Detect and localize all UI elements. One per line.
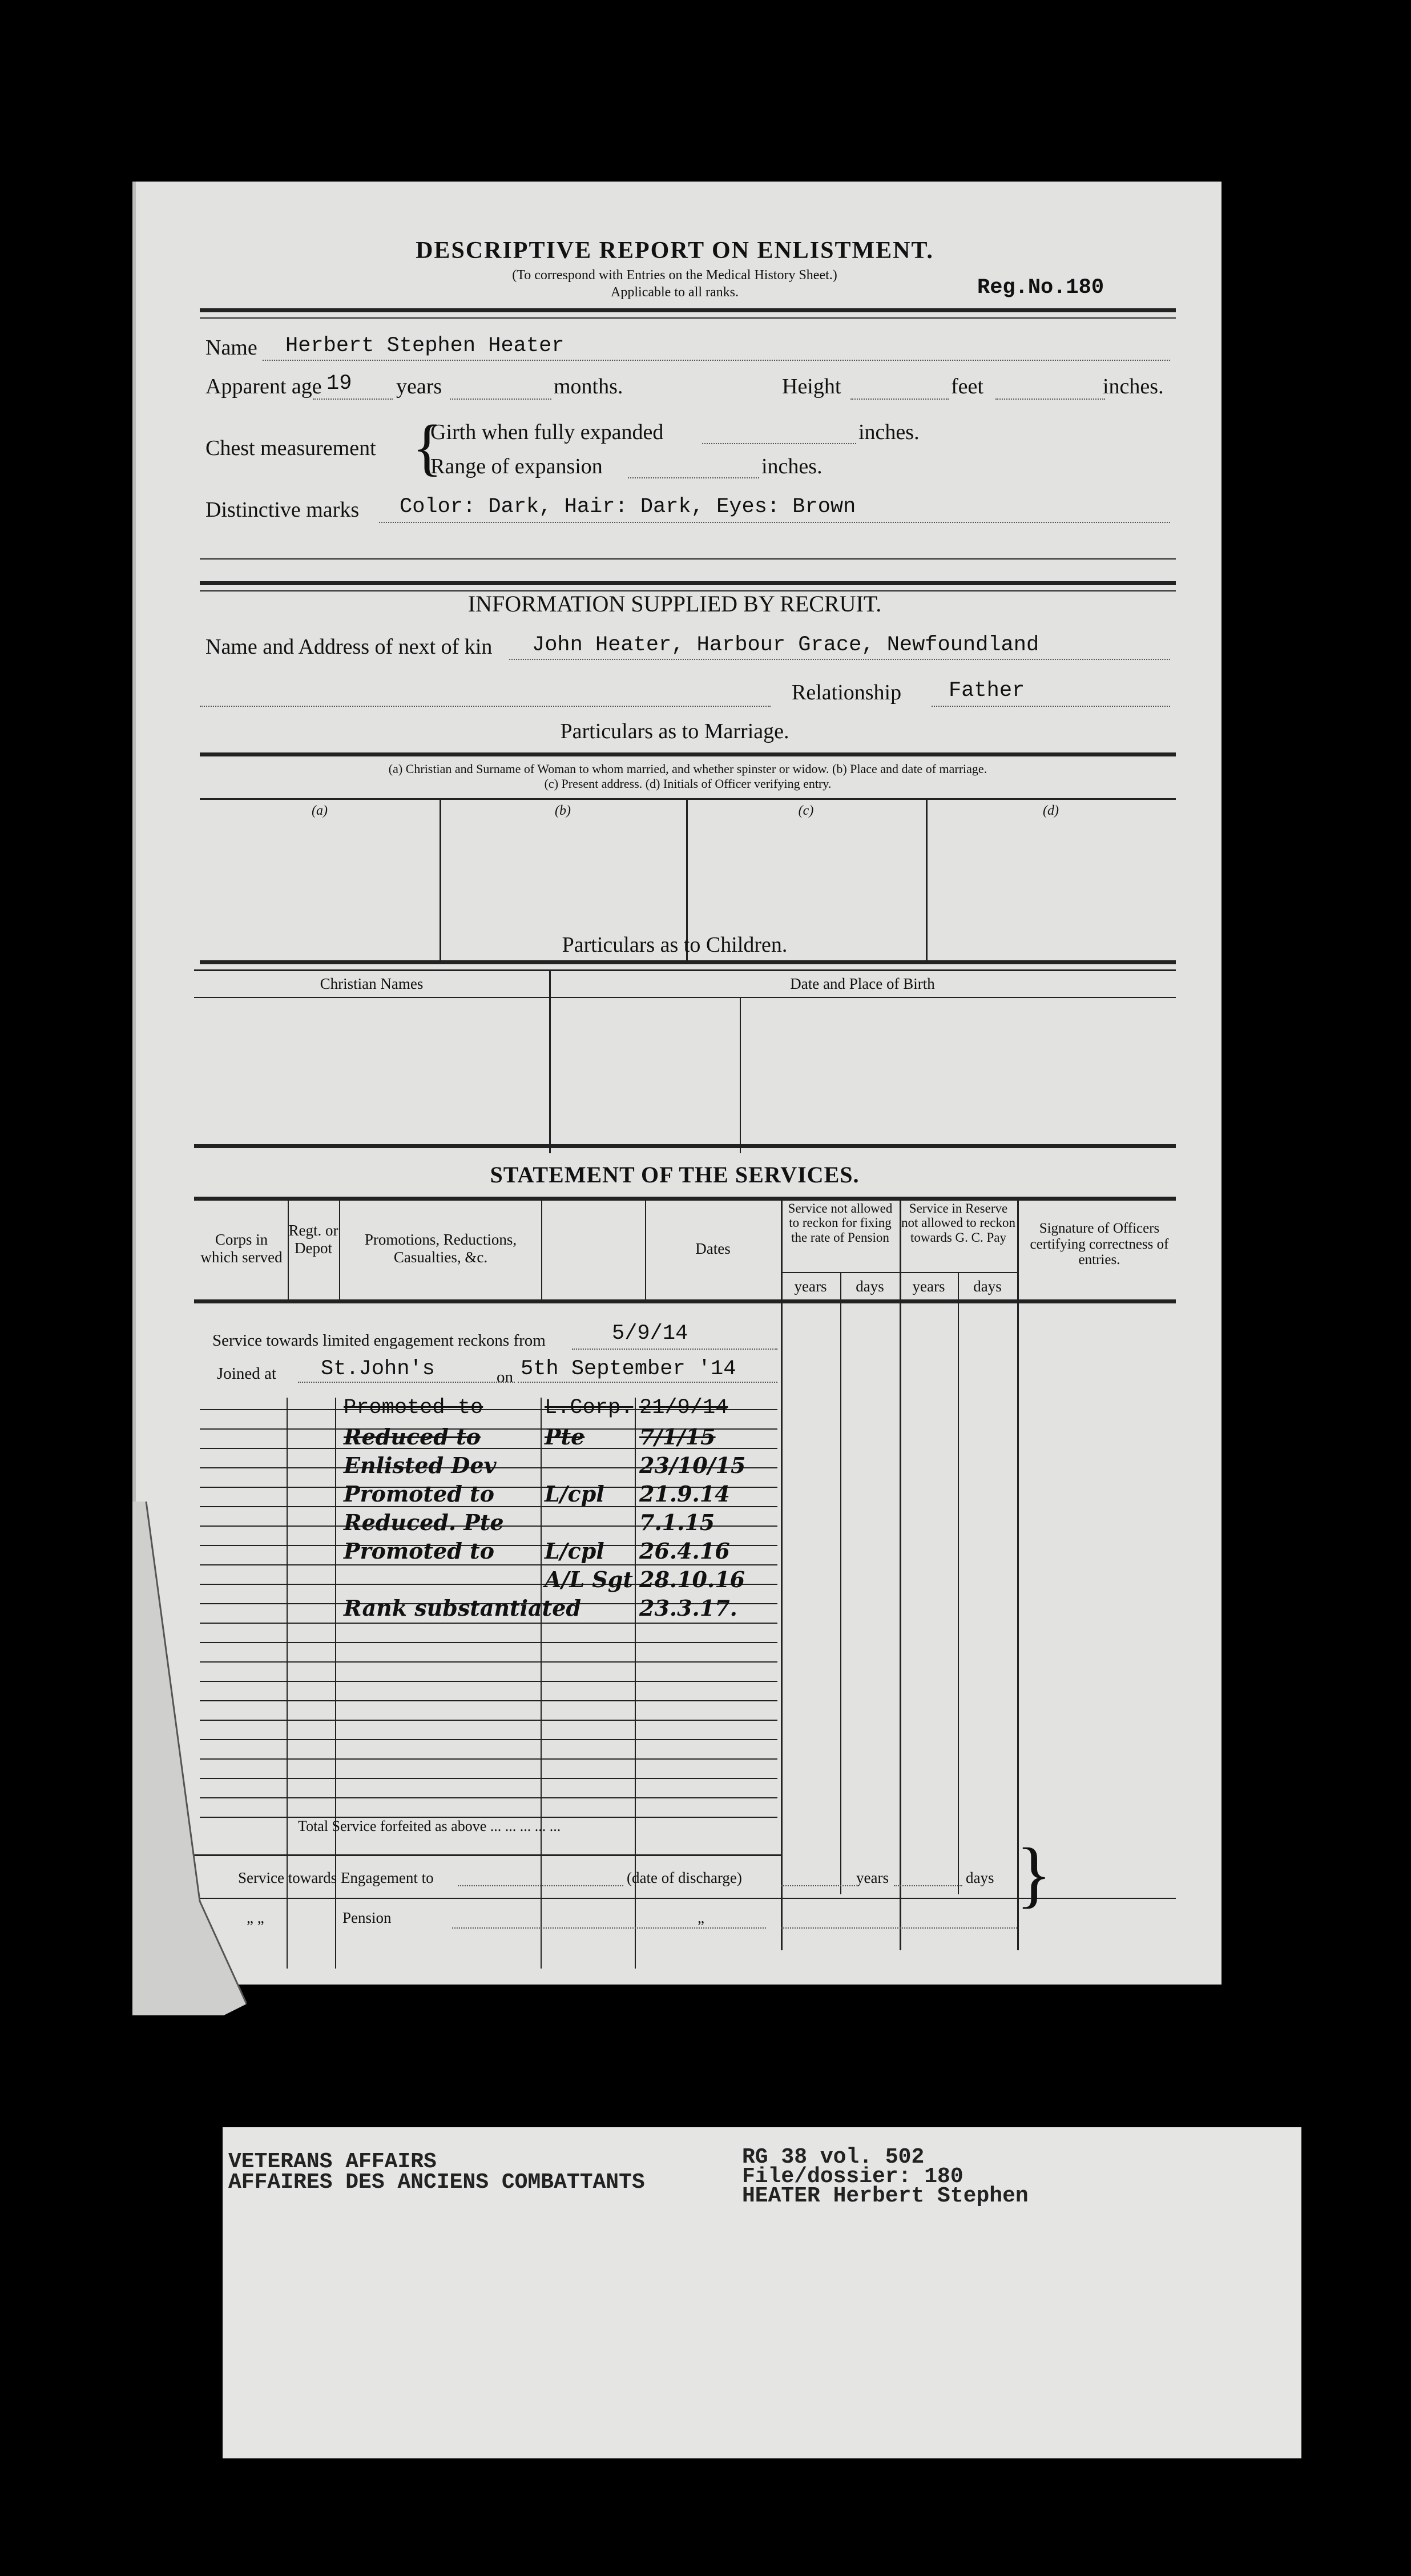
entry-promotion: Reduced. Pte xyxy=(344,1510,504,1535)
rule xyxy=(452,1927,766,1929)
entry-rule xyxy=(200,1564,777,1565)
reckons-label: Service towards limited engagement reckons from xyxy=(212,1331,546,1350)
col-corps: Corps in which served xyxy=(200,1231,283,1266)
reg-number: Reg.No.180 xyxy=(977,276,1104,300)
rule xyxy=(313,399,393,400)
relationship-value: Father xyxy=(949,679,1025,703)
days-word: days xyxy=(966,1869,994,1886)
archive-label-card xyxy=(223,2127,1301,2458)
rule xyxy=(458,1885,623,1886)
range-unit: inches. xyxy=(761,454,823,478)
rule xyxy=(200,581,1176,585)
col-days: days xyxy=(856,1278,884,1295)
rule xyxy=(840,1272,841,1894)
card-reference: RG 38 vol. 502 xyxy=(742,2145,925,2170)
marriage-col-c: (c) xyxy=(798,803,814,818)
years-label: years xyxy=(396,375,442,399)
entry-date: 23.3.17. xyxy=(639,1595,737,1621)
rule xyxy=(850,399,949,400)
rule xyxy=(509,659,1170,660)
marriage-col-a: (a) xyxy=(312,803,328,818)
months-label: months. xyxy=(554,375,623,399)
col-regt: Regt. or Depot xyxy=(288,1222,338,1257)
name-label: Name xyxy=(205,336,257,360)
girth-unit: inches. xyxy=(858,420,920,444)
joined-place: St.John's xyxy=(321,1357,435,1381)
chest-label: Chest measurement xyxy=(205,436,376,460)
relationship-label: Relationship xyxy=(792,681,902,705)
entry-promotion: Reduced to xyxy=(344,1424,481,1450)
entry-rule xyxy=(200,1758,777,1760)
entry-date: 7/1/15 xyxy=(639,1424,716,1450)
entry-rule xyxy=(200,1681,777,1682)
marriage-col-b: (b) xyxy=(555,803,571,818)
rule xyxy=(200,558,1176,560)
col-years: years xyxy=(794,1278,827,1295)
entry-rule xyxy=(200,1720,777,1721)
name-value: Herbert Stephen Heater xyxy=(285,334,565,358)
rule xyxy=(200,317,1176,319)
rule xyxy=(194,1854,782,1856)
services-heading: STATEMENT OF THE SERVICES. xyxy=(490,1162,860,1188)
kin-label: Name and Address of next of kin xyxy=(205,635,493,659)
engagement-label: Service towards Engagement to xyxy=(238,1869,434,1886)
rule xyxy=(450,399,551,400)
entry-rule xyxy=(200,1778,777,1779)
joined-label: Joined at xyxy=(217,1365,276,1383)
marks-value: Color: Dark, Hair: Dark, Eyes: Brown xyxy=(400,495,856,519)
age-value: 19 xyxy=(326,372,352,396)
rule xyxy=(781,1885,855,1886)
card-file: File/dossier: 180 xyxy=(742,2164,963,2189)
entry-rank: L.Corp. xyxy=(545,1396,634,1420)
entry-rule xyxy=(200,1642,777,1643)
entry-date: 21/9/14 xyxy=(639,1396,728,1420)
feet-label: feet xyxy=(951,375,983,399)
marks-label: Distinctive marks xyxy=(205,498,360,522)
rule xyxy=(781,1927,1017,1929)
recruit-heading: INFORMATION SUPPLIED BY RECRUIT. xyxy=(467,591,882,617)
signature-brace: } xyxy=(1016,1833,1052,1915)
card-name: HEATER Herbert Stephen xyxy=(742,2184,1029,2208)
children-col-birth: Date and Place of Birth xyxy=(790,975,935,992)
children-heading: Particulars as to Children. xyxy=(562,933,788,957)
entry-rule xyxy=(200,1700,777,1701)
reckons-value: 5/9/14 xyxy=(612,1322,688,1346)
pension-label: Pension xyxy=(342,1909,392,1926)
rule xyxy=(628,477,759,478)
col-promotions: Promotions, Reductions, Casualties, &c. xyxy=(364,1231,517,1266)
rule xyxy=(194,1197,1176,1201)
entry-date: 26.4.16 xyxy=(639,1538,730,1564)
report-subtitle: (To correspond with Entries on the Medical History Sheet.) xyxy=(512,268,837,283)
pension-tail: „ xyxy=(698,1909,704,1926)
rule xyxy=(932,706,1170,707)
col-dates: Dates xyxy=(695,1240,731,1257)
rule xyxy=(379,522,1170,523)
rule xyxy=(740,997,741,1153)
rule xyxy=(194,1144,1176,1148)
rule xyxy=(200,706,771,707)
rule xyxy=(781,1197,783,1950)
entry-rank: Pte xyxy=(545,1424,585,1450)
rule xyxy=(900,1197,901,1950)
marriage-note: (c) Present address. (d) Initials of Officer verifying entry. xyxy=(544,776,832,791)
entry-date: 23/10/15 xyxy=(639,1452,746,1478)
col-days: days xyxy=(973,1278,1002,1295)
report-applicability: Applicable to all ranks. xyxy=(611,285,739,300)
entry-rank: L/cpl xyxy=(545,1538,604,1564)
enlistment-report xyxy=(132,182,1221,1985)
kin-value: John Heater, Harbour Grace, Newfoundland xyxy=(532,633,1039,657)
marriage-heading: Particulars as to Marriage. xyxy=(560,719,789,743)
card-agency-en: VETERANS AFFAIRS xyxy=(228,2150,437,2174)
rule xyxy=(541,1197,542,1299)
rule xyxy=(263,360,1170,361)
rule xyxy=(200,308,1176,312)
rule xyxy=(194,1299,1176,1303)
rule xyxy=(200,752,1176,756)
joined-date: 5th September '14 xyxy=(521,1357,736,1381)
rule xyxy=(518,1382,777,1383)
chest-brace: { xyxy=(412,412,442,482)
rule xyxy=(200,960,1176,964)
torn-paper-strip xyxy=(132,1502,247,2015)
marriage-note: (a) Christian and Surname of Woman to whom married, and whether spinster or widow. (b) Place and date of marriage. xyxy=(388,762,987,776)
on-label: on xyxy=(497,1368,513,1386)
rule xyxy=(194,997,1176,998)
rule xyxy=(194,969,1176,971)
card-agency-fr: AFFAIRES DES ANCIENS COMBATTANTS xyxy=(228,2170,645,2195)
entry-rule xyxy=(200,1739,777,1740)
entry-promotion: Promoted to xyxy=(344,1396,483,1420)
rule xyxy=(781,1272,1017,1273)
rule xyxy=(541,1398,542,1969)
rule xyxy=(995,399,1105,400)
discharge-label: (date of discharge) xyxy=(627,1869,742,1886)
entry-rule xyxy=(200,1661,777,1663)
report-title: DESCRIPTIVE REPORT ON ENLISTMENT. xyxy=(416,238,934,264)
entry-rule xyxy=(200,1817,777,1818)
years-word: years xyxy=(856,1869,889,1886)
height-label: Height xyxy=(782,375,841,399)
col-pension: Service not allowed to reckon for fixing the rate of Pension xyxy=(788,1201,893,1245)
entry-rank: A/L Sgt xyxy=(545,1567,633,1592)
entry-date: 21.9.14 xyxy=(639,1481,730,1507)
col-signature: Signature of Officers certifying correctness of entries. xyxy=(1030,1221,1169,1267)
entry-date: 7.1.15 xyxy=(639,1510,715,1535)
inches-label: inches. xyxy=(1103,375,1164,399)
entry-promotion: Promoted to xyxy=(344,1538,494,1564)
col-years: years xyxy=(912,1278,945,1295)
entry-promotion: Enlisted Dev xyxy=(344,1452,497,1478)
entry-rule xyxy=(200,1797,777,1798)
pension-quote: „ „ xyxy=(247,1909,264,1926)
entry-date: 28.10.16 xyxy=(639,1567,745,1592)
rule xyxy=(298,1382,515,1383)
children-col-names: Christian Names xyxy=(320,975,424,992)
entry-promotion: Rank substantiated xyxy=(344,1595,581,1621)
rule xyxy=(572,1349,777,1350)
rule xyxy=(702,443,856,444)
rule xyxy=(339,1197,340,1299)
entry-promotion: Promoted to xyxy=(344,1481,494,1507)
rule xyxy=(894,1885,962,1886)
girth-label: Girth when fully expanded xyxy=(430,420,664,444)
age-label: Apparent age xyxy=(205,375,322,399)
col-reserve: Service in Reserve not allowed to reckon towards G. C. Pay xyxy=(901,1201,1015,1245)
rule xyxy=(200,798,1176,800)
range-label: Range of expansion xyxy=(430,454,603,478)
marriage-col-d: (d) xyxy=(1043,803,1059,818)
entry-rule xyxy=(200,1623,777,1624)
rule xyxy=(549,969,551,1153)
rule xyxy=(958,1272,959,1894)
entry-rank: L/cpl xyxy=(545,1481,604,1507)
forfeited-label: Total Service forfeited as above ... ... ... ... ... xyxy=(298,1818,561,1834)
